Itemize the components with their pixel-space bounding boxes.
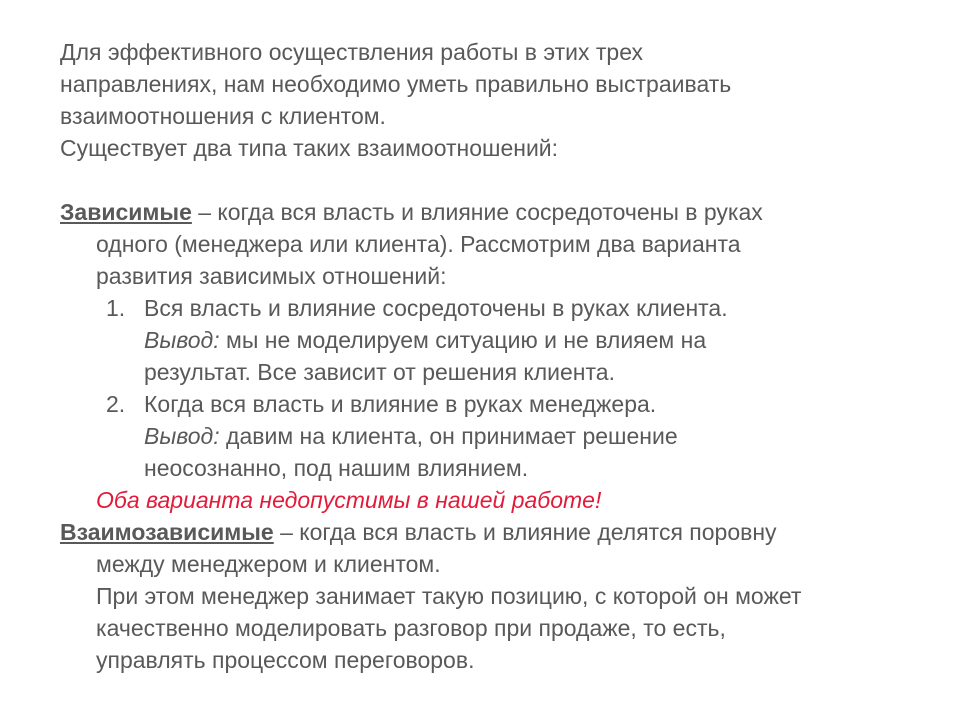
list-number: 2. <box>106 391 126 417</box>
slide-content <box>60 36 940 676</box>
list-item-text: Вся власть и влияние сосредоточены в руках клиента. <box>144 295 728 321</box>
list-item-text: Когда вся власть и влияние в руках менеджера. <box>144 391 657 417</box>
interdependent-definition <box>60 516 940 548</box>
interdependent-desc: – когда вся власть и влияние делятся поровну <box>273 519 777 545</box>
conclusion-text: давим на клиента, он принимает решение <box>219 423 678 449</box>
interdependent-desc-line: управлять процессом переговоров. <box>96 647 475 673</box>
list-item <box>60 292 940 324</box>
warning-text: Оба варианта недопустимы в нашей работе! <box>96 487 602 513</box>
intro-line: Существует два типа таких взаимоотношений: <box>60 135 559 161</box>
conclusion-line: неосознанно, под нашим влиянием. <box>144 455 529 481</box>
dependent-desc-line: развития зависимых отношений: <box>96 263 447 289</box>
conclusion <box>60 324 940 356</box>
conclusion <box>60 420 940 452</box>
interdependent-desc-line: между менеджером и клиентом. <box>96 551 441 577</box>
conclusion-text: мы не моделируем ситуацию и не влияем на <box>219 327 707 353</box>
interdependent-term: Взаимозависимые <box>60 519 274 545</box>
interdependent-desc-line: При этом менеджер занимает такую позицию, с которой он может <box>96 583 802 609</box>
intro-line: направлениях, нам необходимо уметь правильно выстраивать <box>60 71 732 97</box>
dependent-desc: – когда вся власть и влияние сосредоточены в руках <box>191 199 763 225</box>
spacer <box>60 164 940 196</box>
dependent-desc-line: одного (менеджера или клиента). Рассмотрим два варианта <box>96 231 741 257</box>
intro-line: Для эффективного осуществления работы в этих трех <box>60 39 643 65</box>
dependent-definition <box>60 196 940 228</box>
intro-line: взаимоотношения с клиентом. <box>60 103 386 129</box>
conclusion-label: Вывод: <box>144 327 220 353</box>
dependent-term: Зависимые <box>60 199 192 225</box>
list-number: 1. <box>106 295 126 321</box>
list-item <box>60 388 940 420</box>
conclusion-line: результат. Все зависит от решения клиента. <box>144 359 615 385</box>
conclusion-label: Вывод: <box>144 423 220 449</box>
interdependent-desc-line: качественно моделировать разговор при продаже, то есть, <box>96 615 726 641</box>
